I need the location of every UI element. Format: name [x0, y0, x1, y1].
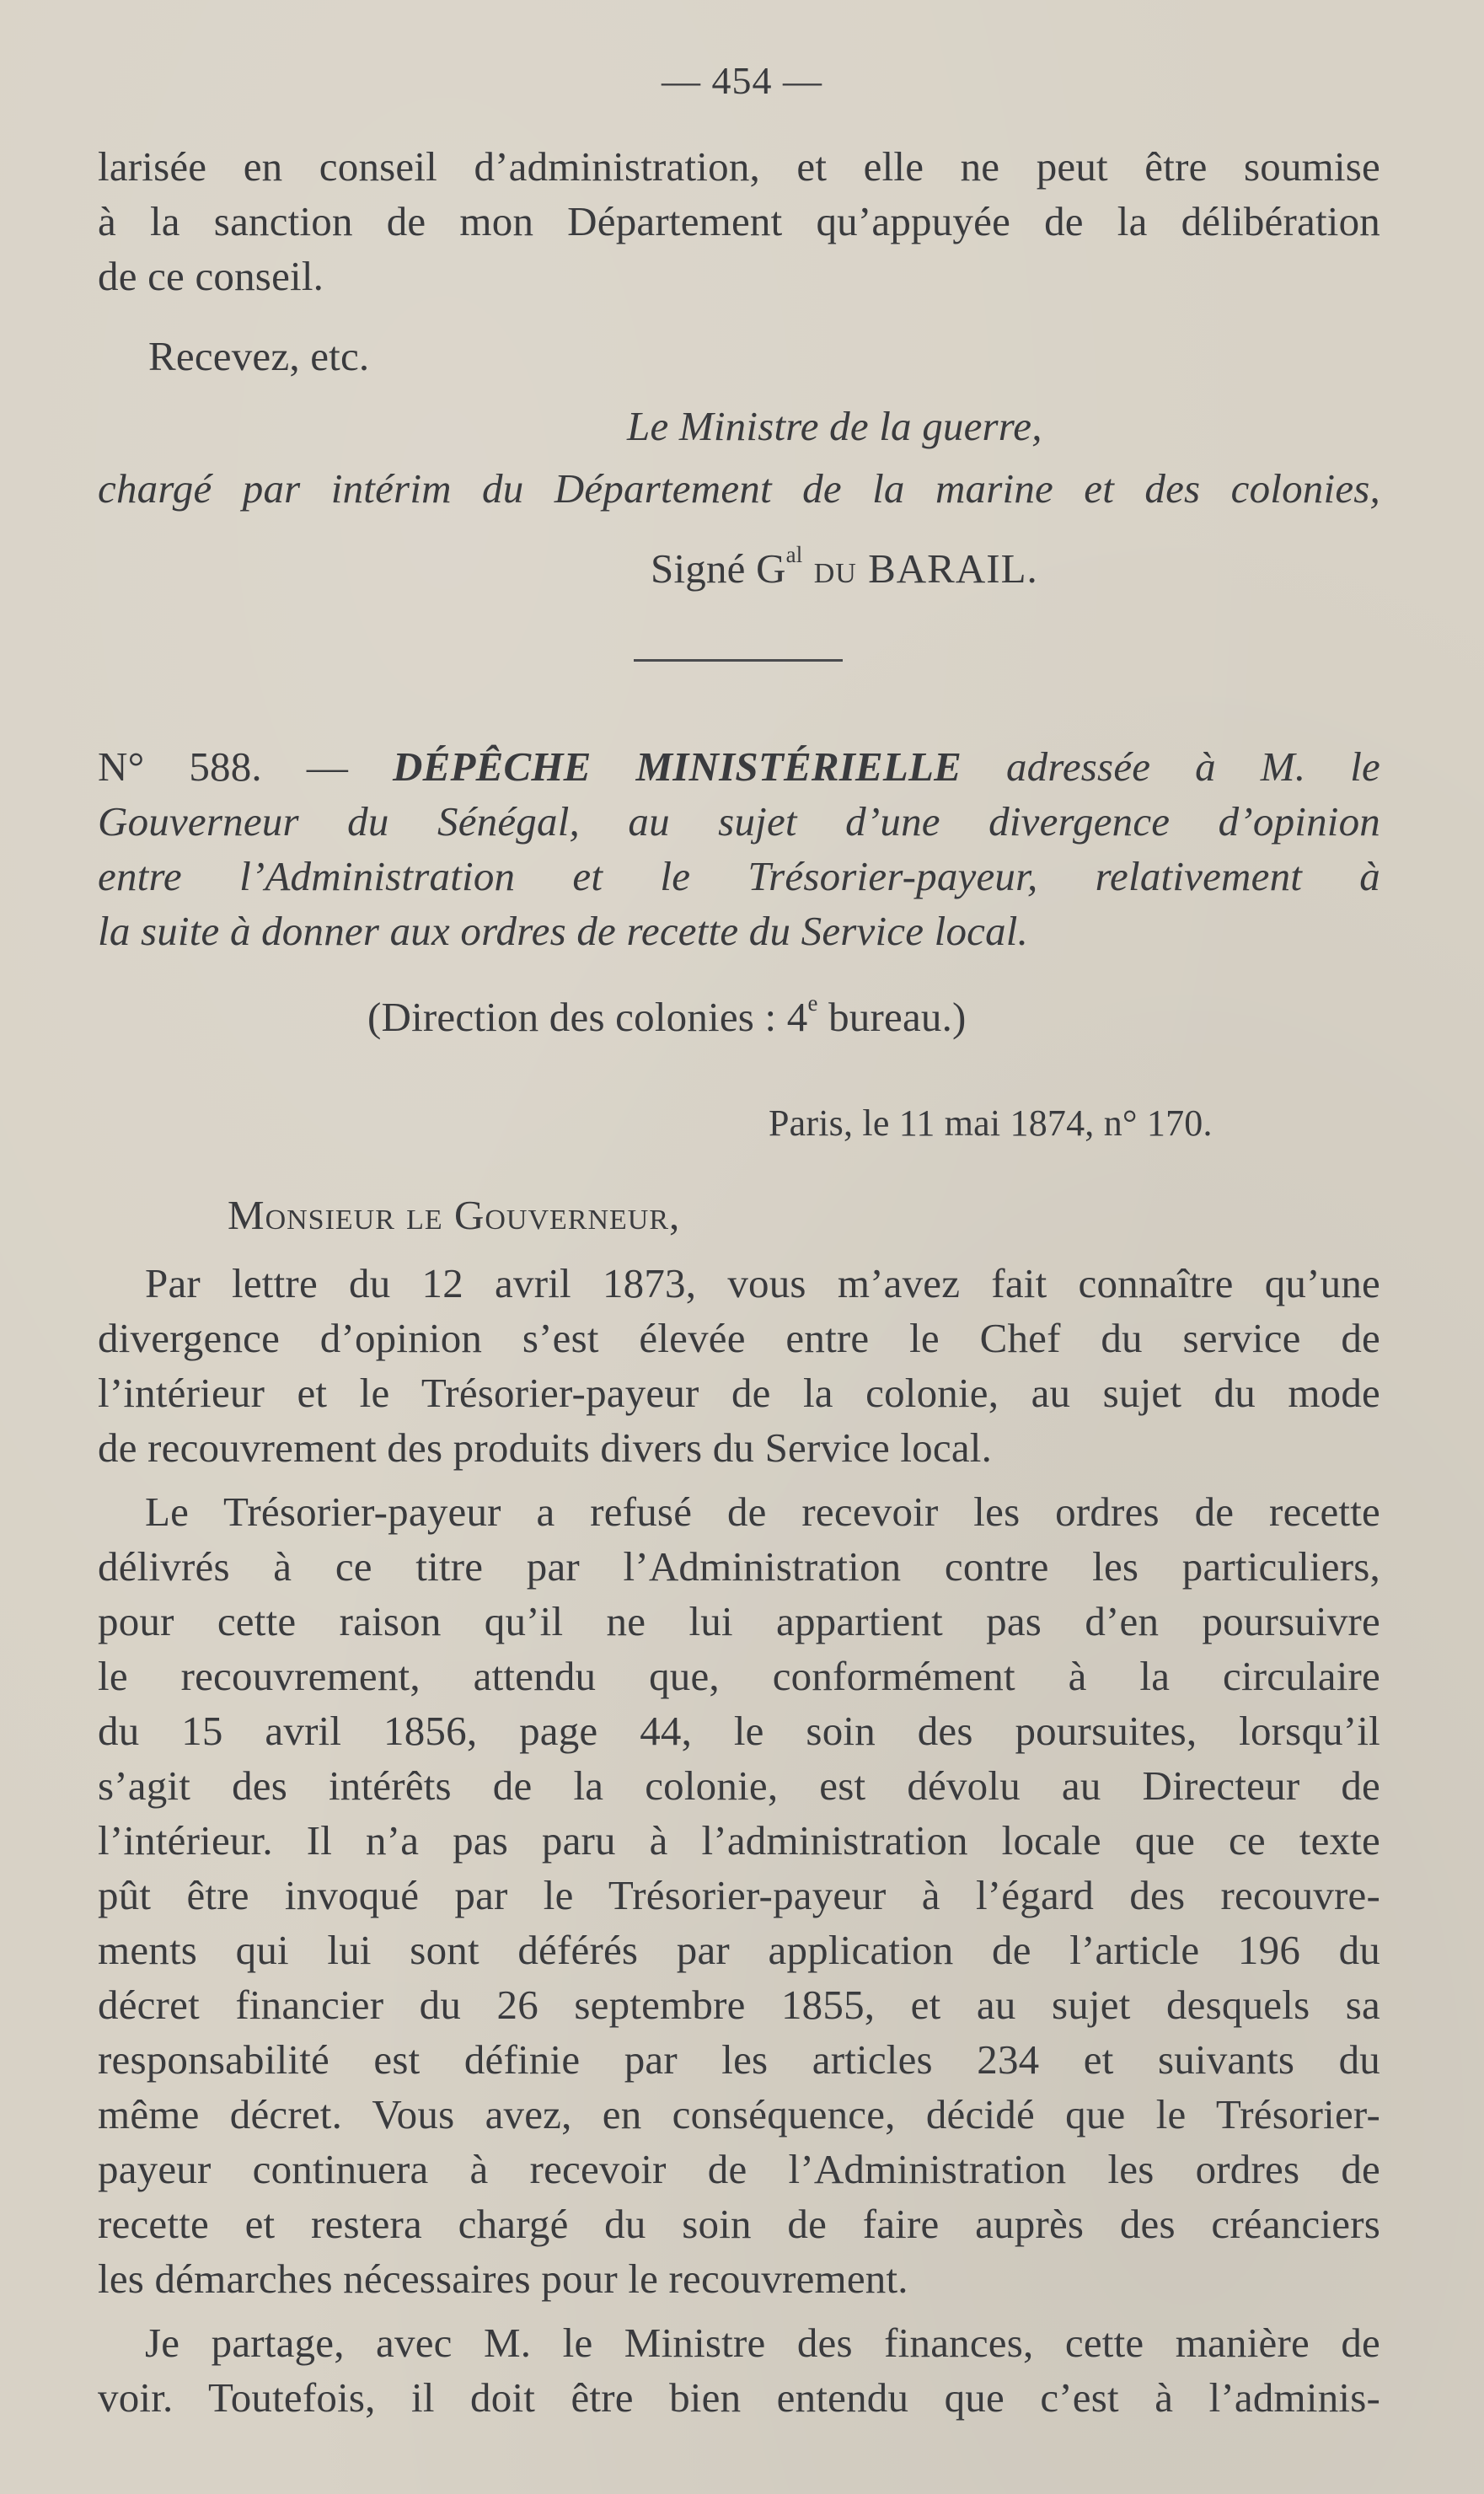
text-line: ments qui lui sont déférés par application de l’article 196 du	[98, 1927, 1380, 1973]
text-line: pour cette raison qu’il ne lui appartient pas d’en poursuivre	[98, 1598, 1380, 1644]
text-line: pût être invoqué par le Trésorier-payeur à l’égard des recouvre-	[98, 1872, 1380, 1918]
signature	[651, 541, 1038, 594]
direction-sup: e	[807, 990, 818, 1016]
dispatch-heading-tail: adressée à M. le	[1005, 743, 1380, 790]
text-line: du 15 avril 1856, page 44, le soin des poursuites, lorsqu’il	[98, 1708, 1380, 1754]
text-line: à la sanction de mon Département qu’appuyée de la délibération	[98, 198, 1380, 244]
signature-prefix: Signé G	[651, 545, 786, 592]
direction-line	[367, 992, 967, 1043]
dispatch-title: DÉPÊCHE MINISTÉRIELLE	[392, 743, 962, 790]
dispatch-heading-line: entre l’Administration et le Trésorier-payeur, relativement à	[98, 853, 1380, 899]
place-date: Paris, le 11 mai 1874, n° 170.	[769, 1102, 1213, 1144]
text-line: divergence d’opinion s’est élevée entre le Chef du service de	[98, 1315, 1380, 1361]
dispatch-heading-line: Gouverneur du Sénégal, au sujet d’une divergence d’opinion	[98, 798, 1380, 845]
text-line: délivrés à ce titre par l’Administration contre les particuliers,	[98, 1543, 1380, 1590]
text-line: voir. Toutefois, il doit être bien entendu que c’est à l’adminis-	[98, 2374, 1380, 2421]
text-line: Le Trésorier-payeur a refusé de recevoir les ordres de recette	[145, 1488, 1380, 1535]
page-number: — 454 —	[662, 59, 822, 102]
text-line: responsabilité est définie par les articles 234 et suivants du	[98, 2036, 1380, 2083]
letter-salutation: Monsieur le Gouverneur,	[228, 1192, 681, 1238]
text-line: Je partage, avec M. le Ministre des finances, cette manière de	[145, 2320, 1380, 2366]
text-line: l’intérieur. Il n’a pas paru à l’administration locale que ce texte	[98, 1817, 1380, 1864]
section-divider	[634, 659, 843, 662]
dispatch-heading-line	[98, 742, 1380, 792]
text-line: même décret. Vous avez, en conséquence, décidé que le Trésorier-	[98, 2091, 1380, 2137]
signature-rank-sup: al	[785, 541, 803, 567]
signatory-charge: chargé par intérim du Département de la marine et des colonies,	[98, 465, 1380, 512]
text-line: les démarches nécessaires pour le recouvrement.	[98, 2255, 908, 2302]
text-line: Par lettre du 12 avril 1873, vous m’avez fait connaître qu’une	[145, 1260, 1380, 1306]
dispatch-heading-line: la suite à donner aux ordres de recette du Service local.	[98, 908, 1029, 954]
text-line: l’intérieur et le Trésorier-payeur de la colonie, au sujet du mode	[98, 1370, 1380, 1416]
text-line: décret financier du 26 septembre 1855, et au sujet desquels sa	[98, 1982, 1380, 2028]
text-line: le recouvrement, attendu que, conformément à la circulaire	[98, 1653, 1380, 1699]
signature-name: du BARAIL.	[802, 545, 1038, 592]
text-line: recette et restera chargé du soin de faire auprès des créanciers	[98, 2201, 1380, 2247]
text-line: de recouvrement des produits divers du Service local.	[98, 1424, 993, 1471]
dispatch-number: N° 588. —	[98, 743, 349, 790]
text-line: s’agit des intérêts de la colonie, est dévolu au Directeur de	[98, 1762, 1380, 1809]
closing-salutation: Recevez, etc.	[148, 333, 370, 379]
text-line: de ce conseil.	[98, 253, 324, 299]
text-line: larisée en conseil d’administration, et elle ne peut être soumise	[98, 143, 1380, 190]
direction-suffix: bureau.)	[817, 994, 967, 1040]
signatory-title: Le Ministre de la guerre,	[627, 403, 1042, 449]
text-line: payeur continuera à recevoir de l’Administration les ordres de	[98, 2146, 1380, 2192]
direction-prefix: (Direction des colonies : 4	[367, 994, 808, 1040]
